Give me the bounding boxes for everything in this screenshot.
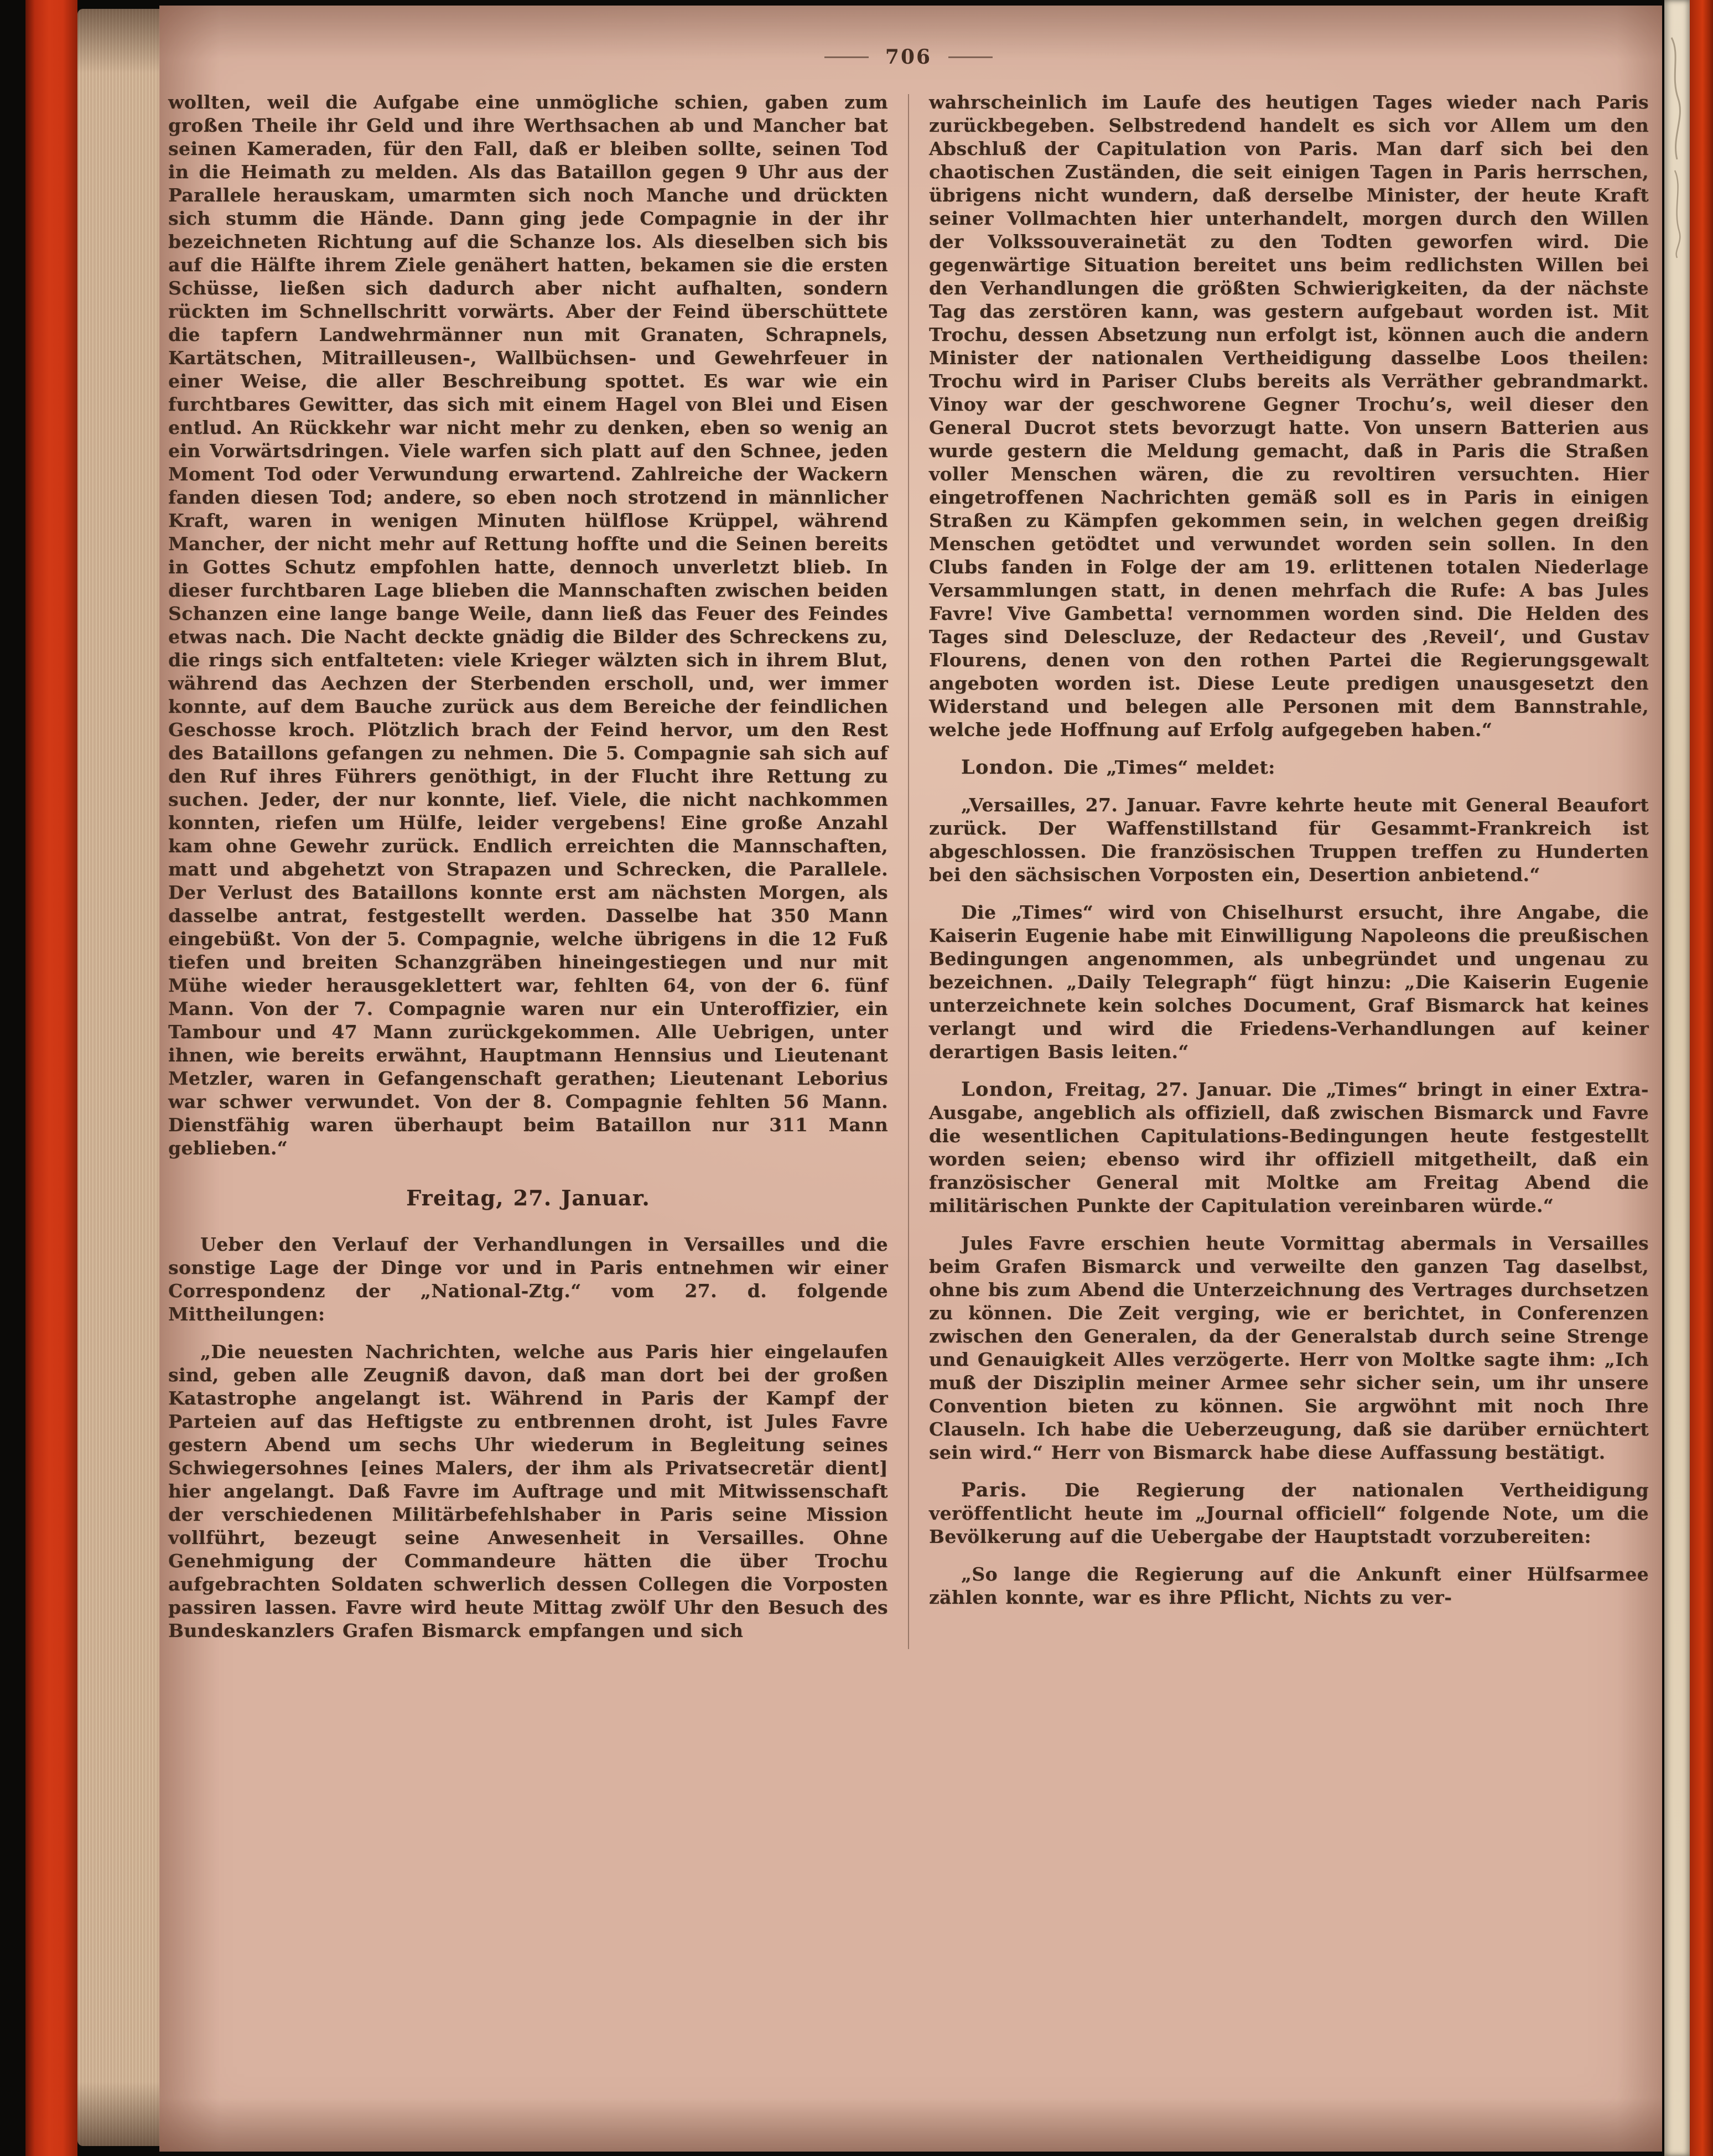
page-edges-left xyxy=(77,9,160,2146)
paragraph: wollten, weil die Aufgabe eine unmögliche schien, gaben zum großen Theile ihr Geld und ihre Werthsachen ab und Mancher bat seinen Kameraden, für den Fall, daß er bleiben sollte, seinen Tod in die Heimath zu melden. Als das Bataillon gegen 9 Uhr aus der Parallele herauskam, umarmten sich noch Manche und drückten sich stumm die Hände. Dann ging jede Compagnie in der ihr bezeichneten Richtung auf die Schanze los. Als dieselben sich bis auf die Hälfte ihrem Ziele genähert hatten, bekamen sie die ersten Schüsse, ließen sich dadurch aber nicht aufhalten, sondern rückten im Schnellschritt vorwärts. Aber der Feind überschüttete die tapfern Landwehrmänner nun mit Granaten, Schrapnels, Kartätschen, Mitrailleusen-, Wallbüchsen- und Gewehrfeuer in einer Weise, die aller Beschreibung spottet. Es war wie ein furchtbares Gewitter, das sich mit einem Hagel von Blei und Eisen entlud. An Rückkehr war nicht mehr zu denken, eben so wenig an ein Vorwärtsdringen. Viele warfen sich platt auf den Schnee, jeden Moment Tod oder Verwundung erwartend. Zahlreiche der Wackern fanden diesen Tod; andere, so eben noch strotzend in männlicher Kraft, waren in wenigen Minuten hülflose Krüppel, während Mancher, der nicht mehr auf Rettung hoffte und die Seinen bereits in Gottes Schutz empfohlen hatte, dennoch unverletzt blieb. In dieser furchtbaren Lage blieben die Mannschaften zwischen beiden Schanzen eine lange bange Weile, dann ließ das Feuer des Feindes etwas nach. Die Nacht deckte gnädig die Bilder des Schreckens zu, die rings sich entfalteten: viele Krieger wälzten sich in ihrem Blut, während das Aechzen der Sterbenden erscholl, und, wer immer konnte, auf dem Bauche zurück aus dem Bereiche der feindlichen Geschosse kroch. Plötzlich brach der Feind hervor, um den Rest des Bataillons gefangen zu nehmen. Die 5. Compagnie sah sich auf den Ruf ihres Führers genöthigt, in der Flucht ihre Rettung zu suchen. Jeder, der nur konnte, lief. Viele, die nicht nachkommen konnten, riefen um Hülfe, leider vergebens! Eine große Anzahl kam ohne Gewehr zurück. Endlich erreichten die Mannschaften, matt und abgehetzt von Strapazen und Schrecken, die Parallele. Der Verlust des Bataillons konnte erst am nächsten Morgen, als dasselbe antrat, festgestellt werden. Dasselbe hat 350 Mann eingebüßt. Von der 5. Compagnie, welche übrigens in die 12 Fuß tiefen und breiten Schanzgräben hineingestiegen und nur mit Mühe wieder herausgeklettert war, fehlten 64, von der 6. fünf Mann. Von der 7. Compagnie waren nur ein Unteroffizier, ein Tambour und 47 Mann zurückgekommen. Alle Uebrigen, unter ihnen, wie bereits erwähnt, Hauptmann Hennsius und Lieutenant Metzler, waren in Gefangenschaft gerathen; Lieutenant Leborius war schwer verwundet. Von der 8. Compagnie fehlten 56 Mann. Dienstfähig waren überhaupt beim Bataillon nur 311 Mann geblieben.“ xyxy=(168,91,888,1159)
paragraph: wahrscheinlich im Laufe des heutigen Tages wieder nach Paris zurückbegeben. Selbstredend handelt es sich vor Allem um den Abschluß der Capitulation von Paris. Man darf sich bei den chaotischen Zuständen, die seit einigen Tagen in Paris herrschen, übrigens nicht wundern, daß derselbe Minister, der heute Kraft seiner Vollmachten hier unterhandelt, morgen durch den Willen der Volkssouverainetät zu den Todten geworfen wird. Die gegenwärtige Situation bereitet uns beim redlichsten Willen bei den Verhandlungen die größten Schwierigkeiten, da der nächste Tag das zerstören kann, was gestern aufgebaut worden ist. Mit Trochu, dessen Absetzung nun erfolgt ist, können auch die andern Minister der nationalen Vertheidigung dasselbe Loos theilen: Trochu wird in Pariser Clubs bereits als Verräther gebrandmarkt. Vinoy war der geschworene Gegner Trochu’s, weil dieser den General Ducrot stets bevorzugt hatte. Von unsern Batterien aus wurde gestern die Meldung gemacht, daß in Paris die Straßen voller Menschen wären, die zu revoltiren versuchten. Hier eingetroffenen Nachrichten gemäß soll es in Paris in einigen Straßen zu Kämpfen gekommen sein, in welchen gegen dreißig Menschen getödtet und verwundet worden sein sollen. In den Clubs fanden in Folge der am 19. erlittenen totalen Niederlage Versammlungen statt, in denen mehrfach die Rufe: A bas Jules Favre! Vive Gambetta! vernommen worden sind. Die Helden des Tages sind Delescluze, der Redacteur des ‚Reveil‘, und Gustav Flourens, denen von den rothen Partei die Regierungsgewalt angeboten worden ist. Diese Leute predigen unausgesetzt den Widerstand und belegen alle Personen mit dem Bannstrahle, welche jede Hoffnung auf Erfolg aufgegeben haben.“ xyxy=(929,91,1649,740)
paragraph: London, Freitag, 27. Januar. Die „Times“ bringt in einer Extra-Ausgabe, angeblich als offiziell, daß zwischen Bismarck und Favre die wesentlichen Capitulations-Bedingungen heute festgestellt worden seien; ebenso wird ihr offiziell mitgetheilt, daß ein französischer General mit Moltke am Freitag Abend die militärischen Punkte der Capitulation vereinbaren würde.“ xyxy=(929,1078,1649,1216)
paragraph: Paris. Die Regierung der nationalen Vertheidigung veröffentlicht heute im „Journal officiell“ folgende Note, um die Bevölkerung auf die Uebergabe der Hauptstadt vorzubereiten: xyxy=(929,1479,1649,1547)
paragraph: „So lange die Regierung auf die Ankunft einer Hülfsarmee zählen konnte, war es ihre Pflicht, Nichts zu ver- xyxy=(929,1563,1649,1608)
paragraph-lead: Paris. xyxy=(961,1479,1065,1501)
page-content xyxy=(168,45,1649,1657)
column-right xyxy=(929,91,1649,1657)
page-number: 706 xyxy=(885,45,932,69)
paragraph: „Versailles, 27. Januar. Favre kehrte heute mit General Beaufort zurück. Der Waffenstillstand für Gesammt-Frankreich ist abgeschlossen. Die französischen Truppen treffen zu Hunderten bei den sächsischen Vorposten ein, Desertion anbietend.“ xyxy=(929,794,1649,885)
header-rule-left xyxy=(824,56,869,58)
paragraph: London. Die „Times“ meldet: xyxy=(961,756,1275,779)
book-page xyxy=(159,6,1662,2152)
handwritten-marks xyxy=(1666,27,1688,259)
page-edge-right xyxy=(1664,0,1690,2156)
text-columns xyxy=(168,91,1649,1657)
paragraph-lead: London. xyxy=(961,756,1063,779)
paragraph: Ueber den Verlauf der Verhandlungen in Versailles und die sonstige Lage der Dinge vor und in Paris entnehmen wir einer Correspondenz der „National-Ztg.“ vom 27. d. folgende Mittheilungen: xyxy=(168,1234,888,1325)
book-cover-left xyxy=(25,0,77,2156)
section-heading: Freitag, 27. Januar. xyxy=(406,1185,650,1210)
column-divider-rule xyxy=(908,94,909,1649)
paragraph-lead: London, xyxy=(961,1078,1065,1101)
paragraph: Jules Favre erschien heute Vormittag abermals in Versailles beim Grafen Bismarck und verweilte den ganzen Tag daselbst, ohne bis zum Abend die Unterzeichnung des Vertrages durchsetzen zu können. Die Zeit verging, wie er berichtet, in Conferenzen zwischen den Generalen, da der Generalstab durch seine Strenge und Genauigkeit Alles verzögerte. Herr von Moltke sagte ihm: „Ich muß der Disziplin meiner Armee sehr sicher sein, um ihr unsere Convention bieten zu können. Sie argwöhnt mit noch Ihre Clauseln. Ich habe die Ueberzeugung, daß sie darüber ernüchtert sein wird.“ Herr von Bismarck habe diese Auffassung bestätigt. xyxy=(929,1232,1649,1463)
paragraph: Die „Times“ wird von Chiselhurst ersucht, ihre Angabe, die Kaiserin Eugenie habe mit Einwilligung Napoleons die preußischen Bedingungen angenommen, als unbegründet und ungenau zu bezeichnen. „Daily Telegraph“ fügt hinzu: „Die Kaiserin Eugenie unterzeichnete kein solches Document, Graf Bismarck hat keines verlangt und wird die Friedens-Verhandlungen auf keiner derartigen Basis leiten.“ xyxy=(929,901,1649,1063)
book-cover-right xyxy=(1690,0,1713,2156)
header-rule-right xyxy=(948,56,993,58)
paragraph: „Die neuesten Nachrichten, welche aus Paris hier eingelaufen sind, geben alle Zeugniß davon, daß man dort bei der großen Katastrophe angelangt ist. Während in Paris der Kampf der Parteien auf das Heftigste zu entbrennen droht, ist Jules Favre gestern Abend um sechs Uhr wiederum in Begleitung seines Schwiegersohnes [eines Malers, der ihm als Privatsecretär dient] hier angelangt. Daß Favre im Auftrage und mit Mitwissenschaft der verschiedenen Militärbefehlshaber in Paris seine Mission vollführt, bezeugt seine Anwesenheit in Versailles. Ohne Genehmigung der Commandeure hätten die über Trochu aufgebrachten Soldaten schwerlich dessen Collegen die Vorposten passiren lassen. Favre wird heute Mittag zwölf Uhr den Besuch des Bundeskanzlers Grafen Bismarck empfangen und sich xyxy=(168,1341,888,1641)
page-header xyxy=(168,45,1649,69)
column-left xyxy=(168,91,888,1657)
